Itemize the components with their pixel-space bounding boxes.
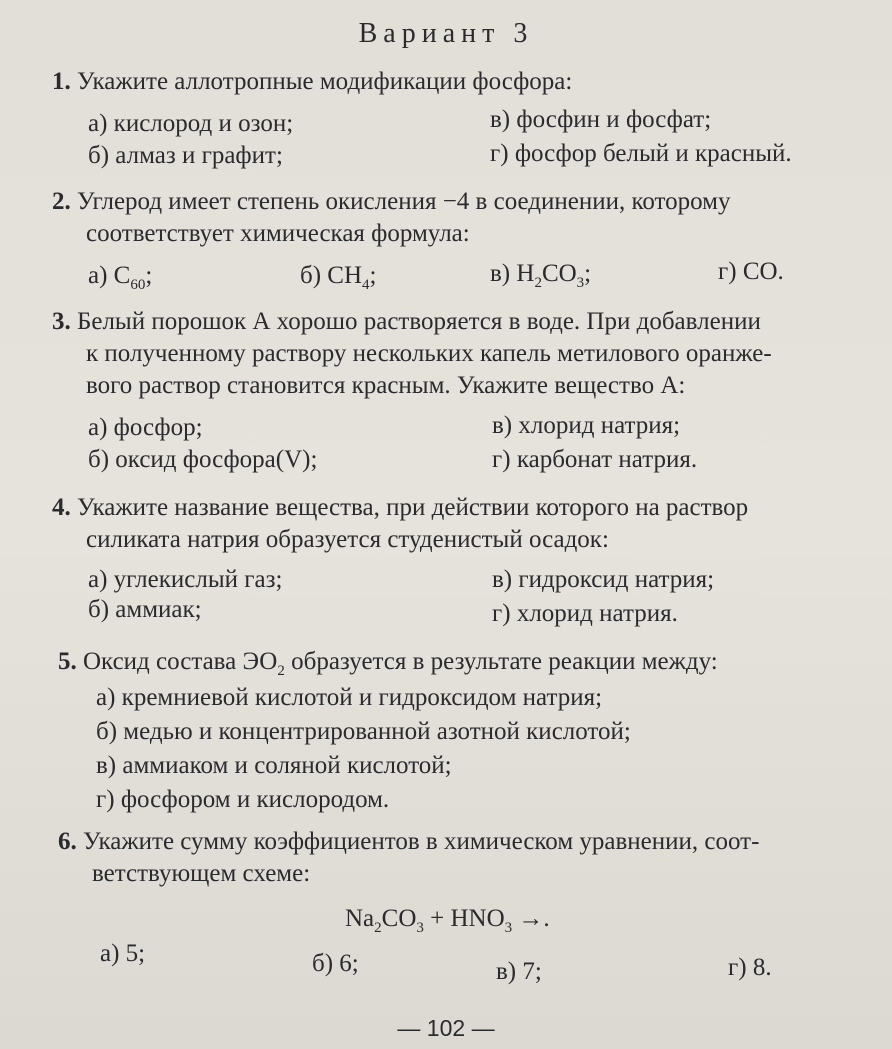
option-a: а) кремниевой кислотой и гидроксидом натрия;	[96, 684, 603, 711]
question-text-line: силиката натрия образуется студенистый осадок:	[86, 526, 609, 553]
question-2	[52, 186, 878, 250]
question-4	[52, 492, 878, 556]
option-c: в) 7;	[496, 958, 542, 985]
question-number: 4.	[52, 494, 71, 521]
question-5	[58, 646, 878, 687]
question-number: 3.	[52, 308, 71, 335]
option-c: в) гидроксид натрия;	[492, 566, 715, 593]
option-c: в) $H_2CO_3$;	[490, 260, 592, 291]
question-text-line: вого раствор становится красным. Укажите вещество А:	[86, 372, 686, 399]
question-text: Оксид состава $ЭО_2$ образуется в результате реакции между:	[83, 648, 718, 679]
option-c: в) фосфин и фосфат;	[490, 106, 712, 133]
option-a: а) кислород и озон;	[88, 110, 294, 137]
option-c: в) аммиаком и соляной кислотой;	[96, 752, 452, 779]
question-text-line: Укажите название вещества, при действии которого на раствор	[77, 494, 749, 521]
variant-title: Вариант 3	[358, 18, 534, 49]
option-b: б) оксид фосфора(V);	[88, 446, 318, 473]
option-b: б) 6;	[312, 950, 359, 977]
question-text-line: Белый порошок А хорошо растворяется в воде. При добавлении	[77, 308, 761, 335]
reaction-scheme: $Na_2CO_3 + HNO_3$ →.	[345, 905, 550, 936]
question-6	[58, 826, 878, 890]
question-number: 5.	[58, 648, 77, 675]
question-number: 6.	[58, 828, 77, 855]
option-d: г) карбонат натрия.	[492, 446, 698, 473]
option-b: б) медью и концентрированной азотной кислотой;	[96, 718, 631, 745]
option-d: г) CO.	[718, 258, 784, 285]
option-a: а) $C_{60}$;	[88, 262, 153, 293]
page-number: — 102 —	[397, 1015, 495, 1041]
option-a: а) 5;	[100, 940, 146, 967]
question-text-line: ветствующем схеме:	[92, 860, 311, 887]
option-a: а) фосфор;	[88, 414, 203, 441]
question-number: 1.	[52, 68, 71, 95]
option-a: а) углекислый газ;	[88, 566, 283, 593]
question-text: Укажите аллотропные модификации фосфора:	[77, 68, 573, 95]
question-text-line: соответствует химическая формула:	[86, 220, 470, 247]
question-text-line: Углерод имеет степень окисления −4 в соединении, которому	[77, 188, 731, 215]
question-text-line: Укажите сумму коэффициентов в химическом уравнении, соот-	[83, 828, 760, 855]
option-d: г) фосфором и кислородом.	[96, 786, 390, 813]
question-text-line: к полученному раствору нескольких капель метилового оранже-	[86, 340, 772, 367]
option-b: б) $CH_4$;	[300, 262, 377, 293]
option-d: г) хлорид натрия.	[492, 600, 678, 627]
option-d: г) 8.	[728, 954, 772, 981]
question-number: 2.	[52, 188, 71, 215]
question-1	[52, 66, 878, 98]
question-3	[52, 306, 878, 402]
option-c: в) хлорид натрия;	[492, 412, 681, 439]
option-b: б) аммиак;	[88, 596, 202, 623]
option-b: б) алмаз и графит;	[88, 142, 283, 169]
option-d: г) фосфор белый и красный.	[490, 140, 792, 167]
